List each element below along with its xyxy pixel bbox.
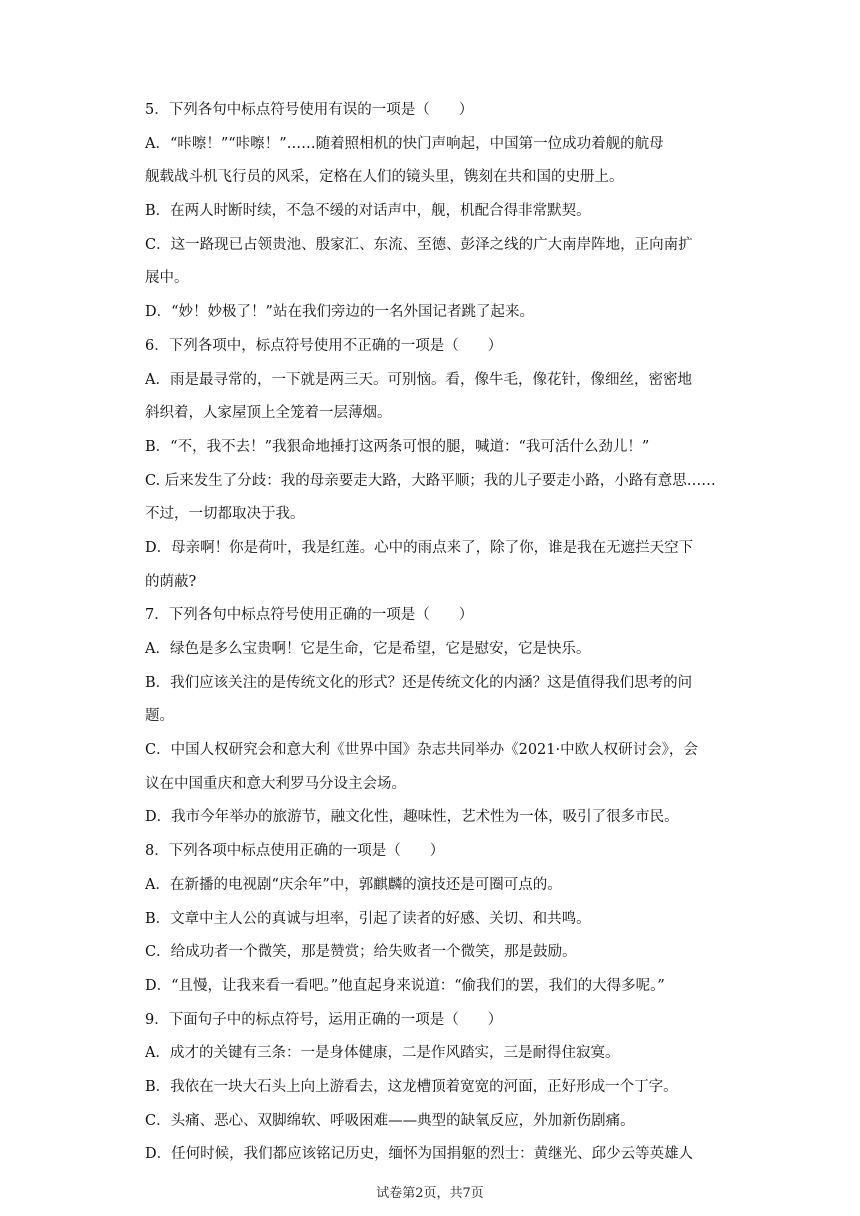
question-9-option-d-line1: D．任何时候，我们都应该铭记历史，缅怀为国捐躯的烈士：黄继光、邱少云等英雄人 xyxy=(145,1146,694,1163)
question-7-option-c-line1: C．中国人权研究会和意大利《世界中国》杂志共同举办《2021·中欧人权研讨会》，会 xyxy=(145,742,698,759)
question-8-option-c: C．给成功者一个微笑，那是赞赏；给失败者一个微笑，那是鼓励。 xyxy=(145,944,577,961)
question-5-stem: 5．下列各句中标点符号使用有误的一项是（ ） xyxy=(145,102,474,118)
question-6-option-a-line2: 斜织着，人家屋顶上全笼着一层薄烟。 xyxy=(145,405,392,422)
question-8-option-a: A．在新播的电视剧“庆余年”中，郭麒麟的演技还是可圈可点的。 xyxy=(145,876,562,893)
question-5-option-c-line1: C．这一路现已占领贵池、殷家汇、东流、至德、彭泽之线的广大南岸阵地，正向南扩 xyxy=(145,236,693,253)
question-9-stem: 9．下面句子中的标点符号，运用正确的一项是（ ） xyxy=(145,1011,503,1028)
question-7-option-c-line2: 议在中国重庆和意大利罗马分设主会场。 xyxy=(145,775,406,792)
question-8-option-b: B．文章中主人公的真诚与坦率，引起了读者的好感、关切、和共鸣。 xyxy=(145,910,591,927)
question-6-option-a-line1: A．雨是最寻常的，一下就是两三天。可别恼。看，像牛毛，像花针，像细丝，密密地 xyxy=(145,371,692,388)
question-9-option-c: C．头痛、恶心、双脚绵软、呼吸困难——典型的缺氧反应，外加新伤剧痛。 xyxy=(145,1112,635,1129)
question-5-option-a-line2: 舰载战斗机飞行员的风采，定格在人们的镜头里，镌刻在共和国的史册上。 xyxy=(145,169,624,186)
question-7-option-b-line2: 题。 xyxy=(145,708,174,725)
question-6-stem: 6．下列各项中，标点符号使用不正确的一项是（ ） xyxy=(145,337,503,354)
question-6-option-c-line2: 不过，一切都取决于我。 xyxy=(145,506,305,523)
question-7-option-d: D．我市今年举办的旅游节，融文化性，趣味性，艺术性为一体，吸引了很多市民。 xyxy=(145,809,679,826)
question-5-option-c-line2: 展中。 xyxy=(145,270,189,287)
question-6-option-d-line2: 的荫蔽? xyxy=(145,573,197,590)
question-8-option-d: D．“且慢，让我来看一看吧。”他直起身来说道：“偷我们的罢，我们的大得多呢。” xyxy=(145,977,665,994)
question-5-option-b: B．在两人时断时续，不急不缓的对话声中，舰，机配合得非常默契。 xyxy=(145,203,591,220)
question-6-option-d-line1: D．母亲啊！你是荷叶，我是红莲。心中的雨点来了，除了你，谁是我在无遮拦天空下 xyxy=(145,539,694,556)
question-5-option-d: D．“妙！妙极了！”站在我们旁边的一名外国记者跳了起来。 xyxy=(145,304,534,321)
question-6-option-b: B．“不，我不去！”我狠命地捶打这两条可恨的腿，喊道：“我可活什么劲儿！” xyxy=(145,438,650,455)
question-5-option-a-line1: A．“咔嚓！”“咔嚓！”……随着照相机的快门声响起，中国第一位成功着舰的航母 xyxy=(145,135,664,152)
question-6-option-c-line1: C. 后来发生了分歧：我的母亲要走大路，大路平顺；我的儿子要走小路，小路有意思…… xyxy=(145,472,716,489)
question-9-option-b: B．我依在一块大石头上向上游看去，这龙槽顶着宽宽的河面，正好形成一个丁字。 xyxy=(145,1078,678,1095)
question-7-option-a: A．绿色是多么宝贵啊！它是生命，它是希望，它是慰安，它是快乐。 xyxy=(145,641,591,657)
page-footer: 试卷第2页，共7页 xyxy=(376,1186,484,1201)
question-7-stem: 7．下列各句中标点符号使用正确的一项是（ ） xyxy=(145,607,474,624)
question-9-option-a: A．成才的关键有三条：一是身体健康，二是作风踏实，三是耐得住寂寞。 xyxy=(145,1045,620,1062)
question-8-stem: 8．下列各项中标点使用正确的一项是（ ） xyxy=(145,843,445,860)
exam-page-content xyxy=(145,100,720,1178)
question-7-option-b-line1: B．我们应该关注的是传统文化的形式？还是传统文化的内涵？这是值得我们思考的问 xyxy=(145,674,693,691)
